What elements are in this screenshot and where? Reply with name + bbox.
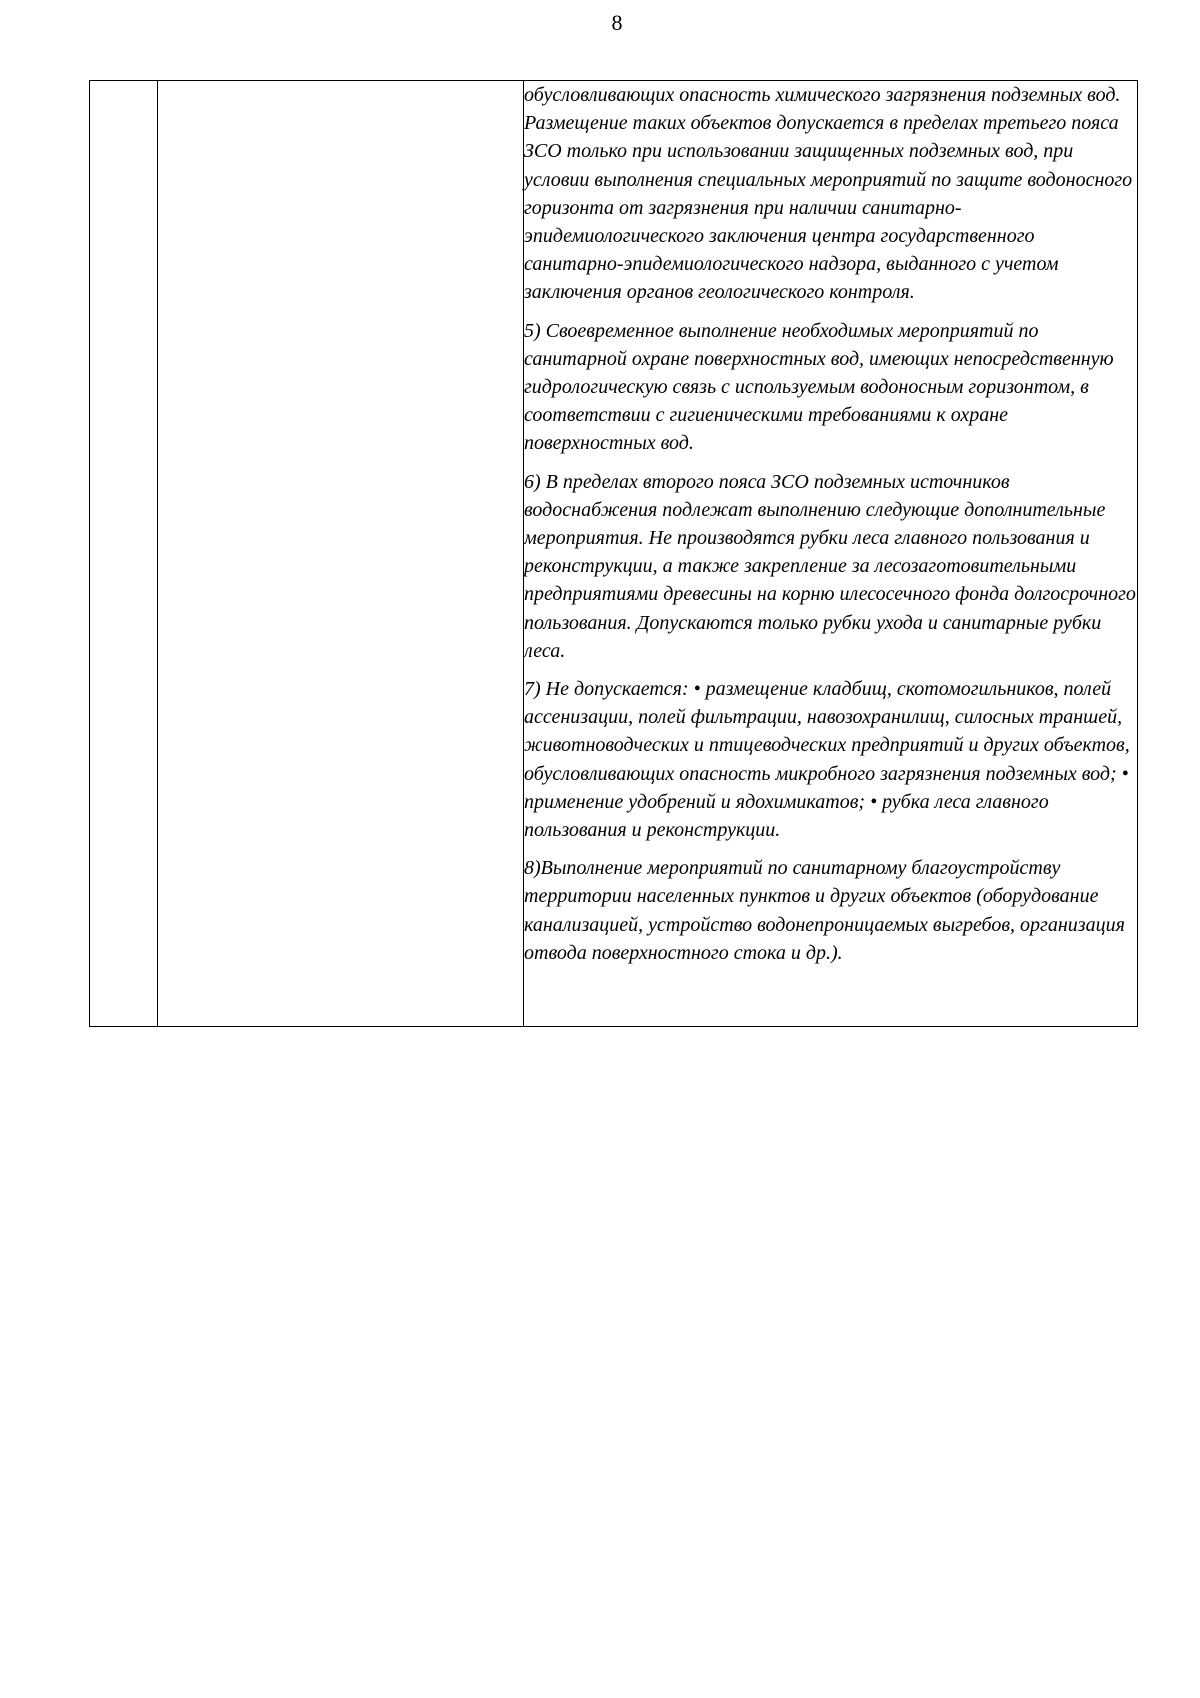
measure-paragraph-6: 6) В пределах второго пояса ЗСО подземных источников водоснабжения подлежат выполнению следующие дополнительные мероприятия. Не производятся рубки леса главного пользования и реконструкции, а также закрепление за лесозаготовительными предприятиями древесины на корню илесосечного фонда долгосрочного пользования. Допускаются только рубки ухода и санитарные рубки леса. [524,470,1136,662]
table-cell-measures [524,81,1138,1027]
document-table [89,80,1138,1027]
table-cell-name [158,81,524,1027]
measure-paragraph-7: 7) Не допускается: • размещение кладбищ, скотомогильников, полей ассенизации, полей фильтрации, навозохранилищ, силосных траншей, животноводческих и птицеводческих предприятий и других объектов, обусловливающих опасность микробного загрязнения подземных вод; • применение удобрений и ядохимикатов; • рубка леса главного пользования и реконструкции. [524,678,1130,842]
table-row [90,81,1138,1027]
page-number: 8 [611,10,623,35]
measure-paragraph-5: 5) Своевременное выполнение необходимых мероприятий по санитарной охране поверхностных вод, имеющих непосредственную гидрологическую связь с используемым водоносным горизонтом, в соответствии с гигиеническими требованиями к охране поверхностных вод. [524,319,1114,455]
measure-paragraph-chemical-pollution: обусловливающих опасность химического загрязнения подземных вод. Размещение таких объектов допускается в пределах третьего пояса ЗСО только при использовании защищенных подземных вод, при условии выполнения специальных мероприятий по защите водоносного горизонта от загрязнения при наличии санитарно-эпидемиологического заключения центра государственного санитарно-эпидемиологического надзора, выданного с учетом заключения органов геологического контроля. [524,84,1133,304]
table-cell-number [90,81,158,1027]
measure-paragraph-8: 8)Выполнение мероприятий по санитарному благоустройству территории населенных пунктов и других объектов (оборудование канализацией, устройство водонепроницаемых выгребов, организация отвода поверхностного стока и др.). [524,857,1125,964]
